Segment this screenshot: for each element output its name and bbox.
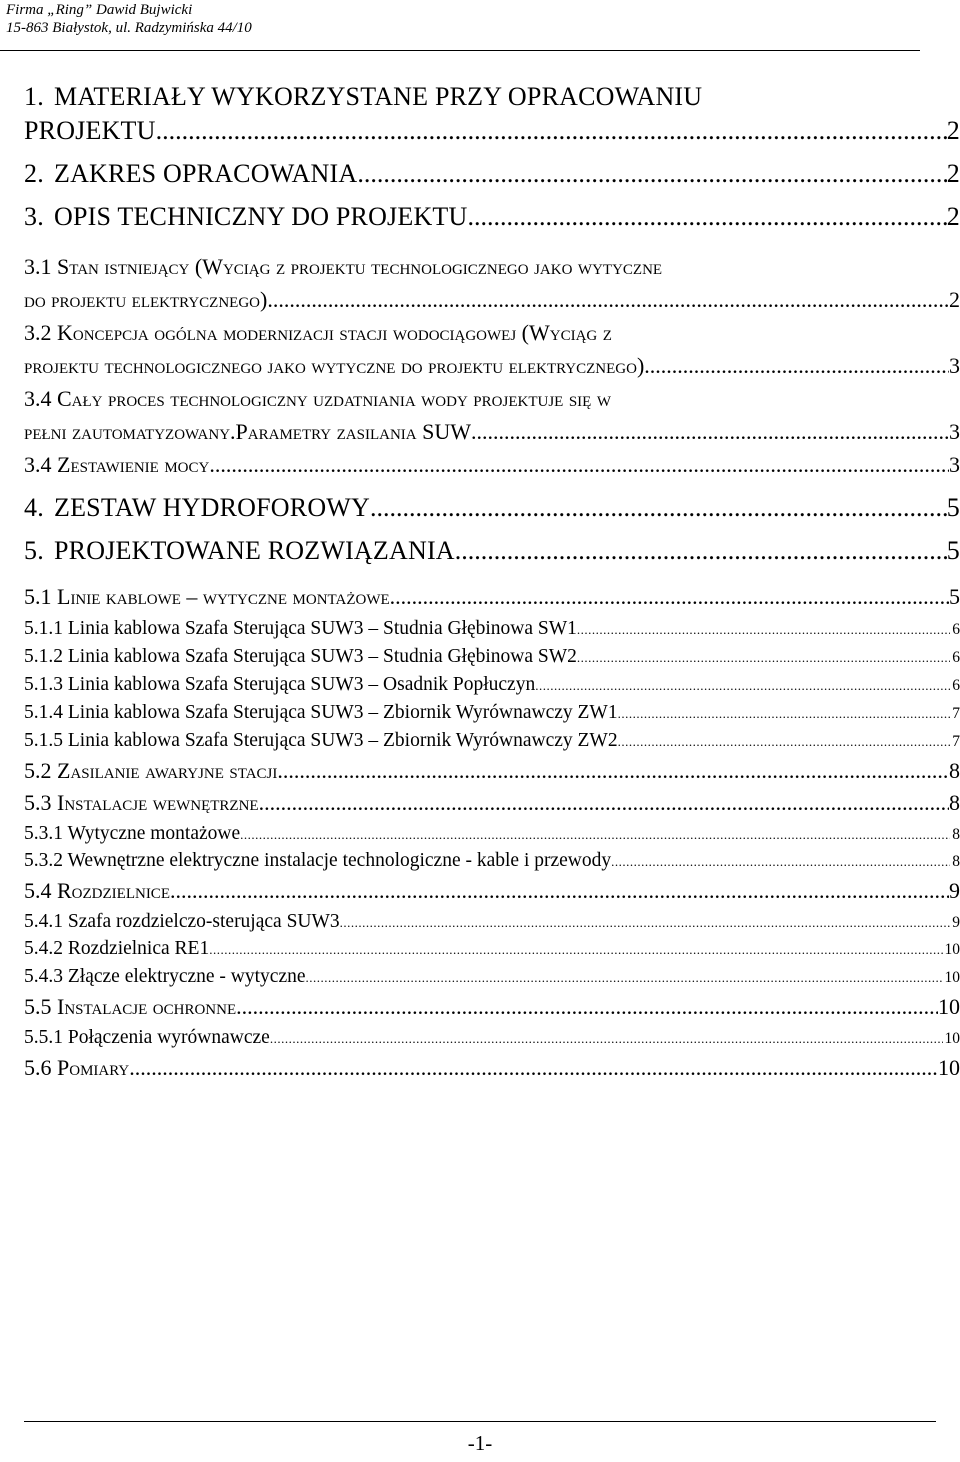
toc-page-number: 10 [944, 969, 960, 986]
toc-entry-5-1[interactable] [24, 584, 960, 610]
toc-entry-title: 5.5.1 Połączenia wyrównawcze [24, 1027, 270, 1048]
toc-entry-title: OPIS TECHNICZNY DO PROJEKTU [54, 202, 468, 231]
toc-entry-3-1[interactable] [24, 287, 960, 313]
toc-entry-num: 4. [24, 493, 44, 522]
toc-entry-5-3-2[interactable] [24, 850, 960, 872]
toc-page-number: 10 [938, 1055, 960, 1080]
toc-page-number: 10 [938, 994, 960, 1019]
toc-leader-dots [644, 353, 949, 379]
toc-leader-dots [277, 758, 949, 784]
toc-entry-4[interactable] [24, 493, 960, 523]
toc-entry-5-4-1[interactable] [24, 911, 960, 933]
toc-page-number: 2 [946, 202, 960, 231]
toc-page-number: 8 [952, 826, 960, 843]
toc-entry-2[interactable] [24, 159, 960, 189]
toc-entry-title: ZESTAW HYDROFOROWY [54, 493, 371, 522]
toc-page-number: 8 [949, 790, 960, 815]
toc-page-number: 8 [949, 758, 960, 783]
toc-leader-dots [455, 536, 947, 566]
toc-entry-5-4-3[interactable] [24, 966, 960, 988]
toc-entry-1-title[interactable] [24, 82, 960, 112]
toc-leader-dots [357, 159, 946, 189]
toc-leader-dots [618, 734, 951, 750]
header-rule [0, 50, 920, 51]
toc-entry-3[interactable] [24, 202, 960, 232]
toc-entry-title: 5.3.1 Wytyczne montażowe [24, 823, 241, 844]
toc-page-number: 6 [952, 649, 960, 666]
toc-leader-dots [259, 790, 949, 816]
toc-page-number: 2 [946, 116, 960, 145]
toc-entry-3-2-title[interactable]: 3.2 Koncepcja ogólna modernizacji stacji wodociągowej (Wyciąg z [24, 320, 612, 345]
toc-page-number: 6 [952, 677, 960, 694]
toc-leader-dots [170, 878, 949, 904]
toc-entry-5-5[interactable] [24, 994, 960, 1020]
toc-entry-title: 5.2 Zasilanie awaryjne stacji [24, 758, 278, 783]
toc-entry-5-6[interactable] [24, 1055, 960, 1081]
toc-leader-dots [577, 622, 950, 638]
toc-entry-3-2[interactable] [24, 353, 960, 379]
toc-entry-title: MATERIAŁY WYKORZYSTANE PRZY OPRACOWANIU [54, 82, 703, 111]
toc-entry-title: 5.1.3 Linia kablowa Szafa Sterująca SUW3 – Osadnik Popłuczyn [24, 674, 536, 695]
toc-entry-title: 5.3 Instalacje wewnętrzne [24, 790, 259, 815]
toc-leader-dots [267, 287, 949, 313]
toc-entry-title: 5.1.4 Linia kablowa Szafa Sterująca SUW3 – Zbiornik Wyrównawczy ZW1 [24, 702, 618, 723]
toc-entry-5[interactable] [24, 536, 960, 566]
toc-entry-title: 5.6 Pomiary [24, 1055, 130, 1080]
toc-entry-5-4[interactable] [24, 878, 960, 904]
toc-entry-title: do projektu elektrycznego) [24, 287, 268, 312]
toc-leader-dots [370, 493, 947, 523]
toc-entry-5-1-2[interactable] [24, 646, 960, 668]
toc-entry-5-1-4[interactable] [24, 702, 960, 724]
toc-entry-3-1-title[interactable]: 3.1 Stan istniejący (Wyciąg z projektu technologicznego jako wytyczne [24, 254, 663, 279]
toc-page-number: 7 [952, 705, 960, 722]
toc-entry-3-4a[interactable] [24, 419, 960, 445]
toc-entry-title: 5.4.3 Złącze elektryczne - wytyczne [24, 966, 306, 987]
toc-page-number: 9 [952, 914, 960, 931]
toc-page-number: 2 [949, 287, 960, 312]
toc-page-number: 5 [946, 493, 960, 522]
toc-page-number: 8 [952, 853, 960, 870]
toc-page-number: 3 [949, 452, 960, 477]
toc-page-number: 3 [949, 419, 960, 444]
toc-leader-dots [467, 202, 946, 232]
header-company: Firma „Ring” Dawid Bujwicki [6, 2, 193, 18]
toc-entry-3-4b[interactable] [24, 452, 960, 478]
toc-page-number: 5 [946, 536, 960, 565]
header-address: 15-863 Białystok, ul. Radzymińska 44/10 [6, 20, 252, 36]
toc-entry-title: projektu technologicznego jako wytyczne do projektu elektrycznego) [24, 353, 645, 378]
footer-page-number: -1- [467, 1431, 493, 1455]
toc-entry-num: 3. [24, 202, 44, 231]
toc-leader-dots [209, 452, 949, 478]
toc-entry-title: 5.1 Linie kablowe – wytyczne montażowe [24, 584, 390, 609]
toc-entry-5-2[interactable] [24, 758, 960, 784]
toc-entry-title: 5.5 Instalacje ochronne [24, 994, 237, 1019]
toc-leader-dots [535, 678, 950, 694]
toc-entry-5-5-1[interactable] [24, 1027, 960, 1049]
footer-rule [24, 1421, 936, 1422]
toc-page-number: 7 [952, 733, 960, 750]
toc-entry-1[interactable] [24, 116, 960, 146]
toc-entry-5-1-3[interactable] [24, 674, 960, 696]
toc-entry-5-1-1[interactable] [24, 618, 960, 640]
toc-page-number: 3 [949, 353, 960, 378]
toc-leader-dots [236, 994, 938, 1020]
toc-entry-title: 5.1.1 Linia kablowa Szafa Sterująca SUW3 – Studnia Głębinowa SW1 [24, 618, 577, 639]
toc-entry-5-3-1[interactable] [24, 823, 960, 845]
toc-entry-title: 5.3.2 Wewnętrzne elektryczne instalacje technologiczne - kable i przewody [24, 850, 612, 871]
toc-page-number: 10 [944, 941, 960, 958]
toc-entry-title: PROJEKTOWANE ROZWIĄZANIA [54, 536, 455, 565]
toc-leader-dots [129, 1055, 938, 1081]
toc-page-number: 9 [949, 878, 960, 903]
toc-leader-dots [240, 827, 950, 843]
toc-leader-dots [618, 706, 951, 722]
toc-entry-title: PROJEKTU [24, 116, 156, 145]
toc-leader-dots [209, 942, 942, 958]
toc-entry-3-4a-title[interactable]: 3.4 Cały proces technologiczny uzdatniania wody projektuje się w [24, 386, 611, 411]
toc-entry-num: 1. [24, 82, 44, 111]
toc-page-number: 6 [952, 621, 960, 638]
toc-entry-title: 3.4 Zestawienie mocy [24, 452, 210, 477]
toc-entry-title: 5.4.1 Szafa rozdzielczo-sterująca SUW3 [24, 911, 340, 932]
toc-leader-dots [306, 970, 943, 986]
toc-entry-title: 5.1.5 Linia kablowa Szafa Sterująca SUW3 – Zbiornik Wyrównawczy ZW2 [24, 730, 618, 751]
toc-leader-dots [270, 1031, 943, 1047]
toc-entry-5-1-5[interactable] [24, 730, 960, 752]
toc-entry-title: 5.4 Rozdzielnice [24, 878, 170, 903]
toc-entry-title: 5.1.2 Linia kablowa Szafa Sterująca SUW3 – Studnia Głębinowa SW2 [24, 646, 577, 667]
toc-leader-dots [390, 584, 949, 610]
toc-entry-num: 2. [24, 159, 44, 188]
toc-page-number: 10 [944, 1030, 960, 1047]
toc-entry-title: ZAKRES OPRACOWANIA [54, 159, 358, 188]
toc-entry-title: pełni zautomatyzowany.Parametry zasilania SUW [24, 419, 471, 444]
toc-entry-num: 5. [24, 536, 44, 565]
toc-leader-dots [471, 419, 949, 445]
toc-entry-5-4-2[interactable] [24, 938, 960, 960]
toc-leader-dots [611, 854, 950, 870]
toc-leader-dots [340, 915, 951, 931]
toc-leader-dots [156, 116, 947, 146]
toc-page-number: 2 [946, 159, 960, 188]
toc-entry-5-3[interactable] [24, 790, 960, 816]
toc-leader-dots [577, 650, 950, 666]
toc-page-number: 5 [949, 584, 960, 609]
toc-entry-title: 5.4.2 Rozdzielnica RE1 [24, 938, 210, 959]
